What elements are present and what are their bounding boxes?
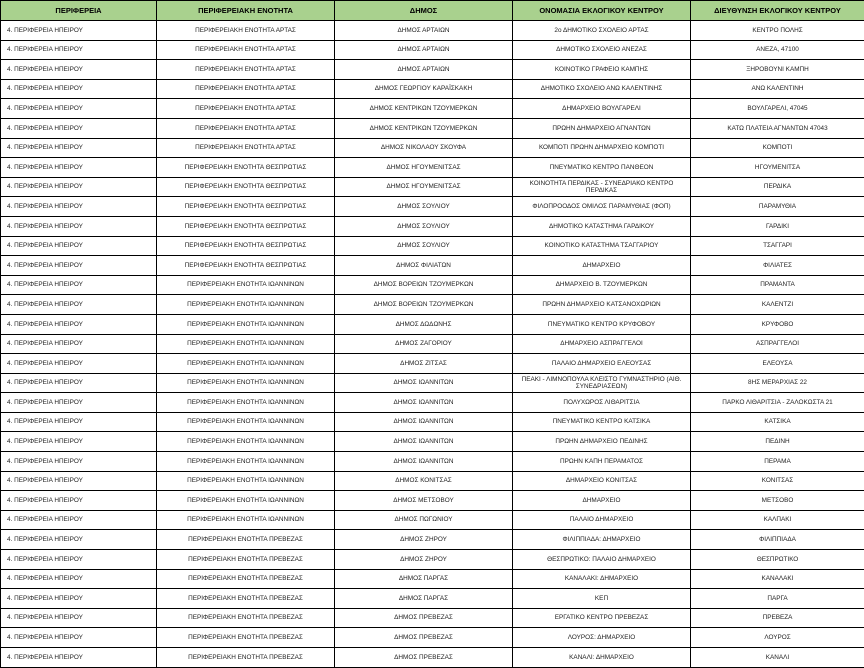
cell-center-name: ΠΡΩΗΝ ΚΑΠΗ ΠΕΡΑΜΑΤΟΣ [513, 452, 691, 472]
cell-center-name: ΛΟΥΡΟΣ: ΔΗΜΑΡΧΕΙΟ [513, 628, 691, 648]
cell-municipality: ΔΗΜΟΣ ΣΟΥΛΙΟΥ [335, 197, 513, 217]
cell-municipality: ΔΗΜΟΣ ΝΙΚΟΛΑΟΥ ΣΚΟΥΦΑ [335, 138, 513, 158]
cell-municipality: ΔΗΜΟΣ ΖΙΤΣΑΣ [335, 354, 513, 374]
cell-municipality: ΔΗΜΟΣ ΚΕΝΤΡΙΚΩΝ ΤΖΟΥΜΕΡΚΩΝ [335, 118, 513, 138]
cell-center-address: ΤΣΑΓΓΑΡΙ [691, 236, 864, 256]
cell-center-name: 2ο ΔΗΜΟΤΙΚΟ ΣΧΟΛΕΙΟ ΑΡΤΑΣ [513, 21, 691, 41]
cell-center-name: ΔΗΜΑΡΧΕΙΟ [513, 256, 691, 276]
cell-center-address: ΚΡΥΦΟΒΟ [691, 314, 864, 334]
table-row [1, 60, 864, 80]
cell-region: 4. ΠΕΡΙΦΕΡΕΙΑ ΗΠΕΙΡΟΥ [1, 589, 157, 609]
header-row [1, 1, 864, 21]
cell-region: 4. ΠΕΡΙΦΕΡΕΙΑ ΗΠΕΙΡΟΥ [1, 393, 157, 413]
cell-municipality: ΔΗΜΟΣ ΑΡΤΑΙΩΝ [335, 60, 513, 80]
cell-center-address: ΚΑΝΑΛΙ [691, 648, 864, 668]
cell-region: 4. ΠΕΡΙΦΕΡΕΙΑ ΗΠΕΙΡΟΥ [1, 471, 157, 491]
cell-center-name: ΔΗΜΑΡΧΕΙΟ ΚΟΝΙΤΣΑΣ [513, 471, 691, 491]
cell-center-address: ΑΝΕΖΑ, 47100 [691, 40, 864, 60]
cell-municipality: ΔΗΜΟΣ ΗΓΟΥΜΕΝΙΤΣΑΣ [335, 158, 513, 178]
cell-municipality: ΔΗΜΟΣ ΑΡΤΑΙΩΝ [335, 21, 513, 41]
cell-regional-unit: ΠΕΡΙΦΕΡΕΙΑΚΗ ΕΝΟΤΗΤΑ ΙΩΑΝΝΙΝΩΝ [157, 373, 335, 393]
cell-regional-unit: ΠΕΡΙΦΕΡΕΙΑΚΗ ΕΝΟΤΗΤΑ ΙΩΑΝΝΙΝΩΝ [157, 295, 335, 315]
cell-center-name: ΔΗΜΑΡΧΕΙΟ Β. ΤΖΟΥΜΕΡΚΩΝ [513, 275, 691, 295]
cell-center-address: ΠΡΑΜΑΝΤΑ [691, 275, 864, 295]
header-region: ΠΕΡΙΦΕΡΕΙΑ [1, 1, 157, 21]
cell-municipality: ΔΗΜΟΣ ΒΟΡΕΙΩΝ ΤΖΟΥΜΕΡΚΩΝ [335, 275, 513, 295]
table-row [1, 373, 864, 393]
cell-center-name: ΦΙΛΙΠΠΙΑΔΑ: ΔΗΜΑΡΧΕΙΟ [513, 530, 691, 550]
cell-center-address: ΘΕΣΠΡΩΤΙΚΟ [691, 550, 864, 570]
cell-regional-unit: ΠΕΡΙΦΕΡΕΙΑΚΗ ΕΝΟΤΗΤΑ ΠΡΕΒΕΖΑΣ [157, 550, 335, 570]
cell-municipality: ΔΗΜΟΣ ΚΟΝΙΤΣΑΣ [335, 471, 513, 491]
cell-center-name: ΠΑΛΑΙΟ ΔΗΜΑΡΧΕΙΟ ΕΛΕΟΥΣΑΣ [513, 354, 691, 374]
cell-center-name: ΠΡΩΗΝ ΔΗΜΑΡΧΕΙΟ ΚΑΤΣΑΝΟΧΩΡΙΩΝ [513, 295, 691, 315]
cell-center-name: ΕΡΓΑΤΙΚΟ ΚΕΝΤΡΟ ΠΡΕΒΕΖΑΣ [513, 608, 691, 628]
cell-region: 4. ΠΕΡΙΦΕΡΕΙΑ ΗΠΕΙΡΟΥ [1, 21, 157, 41]
cell-municipality: ΔΗΜΟΣ ΣΟΥΛΙΟΥ [335, 216, 513, 236]
table-row [1, 236, 864, 256]
cell-regional-unit: ΠΕΡΙΦΕΡΕΙΑΚΗ ΕΝΟΤΗΤΑ ΙΩΑΝΝΙΝΩΝ [157, 275, 335, 295]
cell-center-name: ΔΗΜΑΡΧΕΙΟ ΒΟΥΛΓΑΡΕΛΙ [513, 99, 691, 119]
cell-center-name: ΠΕΑΚΙ - ΛΙΜΝΟΠΟΥΛΑ ΚΛΕΙΣΤΟ ΓΥΜΝΑΣΤΗΡΙΟ (ΑΙΘ. ΣΥΝΕΔΡΙΑΣΕΩΝ) [513, 373, 691, 393]
cell-center-address: ΚΟΜΠΟΤΙ [691, 138, 864, 158]
cell-region: 4. ΠΕΡΙΦΕΡΕΙΑ ΗΠΕΙΡΟΥ [1, 648, 157, 668]
table-row [1, 158, 864, 178]
cell-regional-unit: ΠΕΡΙΦΕΡΕΙΑΚΗ ΕΝΟΤΗΤΑ ΙΩΑΝΝΙΝΩΝ [157, 432, 335, 452]
table-row [1, 314, 864, 334]
cell-center-address: ΕΛΕΟΥΣΑ [691, 354, 864, 374]
cell-center-name: ΘΕΣΠΡΩΤΙΚΟ: ΠΑΛΑΙΟ ΔΗΜΑΡΧΕΙΟ [513, 550, 691, 570]
cell-center-name: ΚΟΜΠΟΤΙ ΠΡΩΗΝ ΔΗΜΑΡΧΕΙΟ ΚΟΜΠΟΤΙ [513, 138, 691, 158]
cell-region: 4. ΠΕΡΙΦΕΡΕΙΑ ΗΠΕΙΡΟΥ [1, 608, 157, 628]
cell-regional-unit: ΠΕΡΙΦΕΡΕΙΑΚΗ ΕΝΟΤΗΤΑ ΑΡΤΑΣ [157, 79, 335, 99]
cell-regional-unit: ΠΕΡΙΦΕΡΕΙΑΚΗ ΕΝΟΤΗΤΑ ΘΕΣΠΡΩΤΙΑΣ [157, 177, 335, 197]
cell-regional-unit: ΠΕΡΙΦΕΡΕΙΑΚΗ ΕΝΟΤΗΤΑ ΘΕΣΠΡΩΤΙΑΣ [157, 197, 335, 217]
cell-region: 4. ΠΕΡΙΦΕΡΕΙΑ ΗΠΕΙΡΟΥ [1, 510, 157, 530]
cell-center-address: ΚΑΛΕΝΤΖΙ [691, 295, 864, 315]
cell-regional-unit: ΠΕΡΙΦΕΡΕΙΑΚΗ ΕΝΟΤΗΤΑ ΙΩΑΝΝΙΝΩΝ [157, 334, 335, 354]
cell-municipality: ΔΗΜΟΣ ΠΑΡΓΑΣ [335, 569, 513, 589]
cell-center-address: ΒΟΥΛΓΑΡΕΛΙ, 47045 [691, 99, 864, 119]
table-row [1, 510, 864, 530]
cell-regional-unit: ΠΕΡΙΦΕΡΕΙΑΚΗ ΕΝΟΤΗΤΑ ΑΡΤΑΣ [157, 21, 335, 41]
table-row [1, 393, 864, 413]
cell-region: 4. ΠΕΡΙΦΕΡΕΙΑ ΗΠΕΙΡΟΥ [1, 40, 157, 60]
cell-region: 4. ΠΕΡΙΦΕΡΕΙΑ ΗΠΕΙΡΟΥ [1, 79, 157, 99]
cell-center-address: ΠΕΔΙΝΗ [691, 432, 864, 452]
cell-region: 4. ΠΕΡΙΦΕΡΕΙΑ ΗΠΕΙΡΟΥ [1, 275, 157, 295]
cell-center-address: ΚΕΝΤΡΟ ΠΟΛΗΣ [691, 21, 864, 41]
table-row [1, 491, 864, 511]
cell-center-address: ΦΙΛΙΑΤΕΣ [691, 256, 864, 276]
cell-center-address: ΚΑΤΣΙΚΑ [691, 412, 864, 432]
cell-center-address: ΜΕΤΣΟΒΟ [691, 491, 864, 511]
cell-regional-unit: ΠΕΡΙΦΕΡΕΙΑΚΗ ΕΝΟΤΗΤΑ ΠΡΕΒΕΖΑΣ [157, 648, 335, 668]
cell-municipality: ΔΗΜΟΣ ΙΩΑΝΝΙΤΩΝ [335, 393, 513, 413]
cell-regional-unit: ΠΕΡΙΦΕΡΕΙΑΚΗ ΕΝΟΤΗΤΑ ΘΕΣΠΡΩΤΙΑΣ [157, 256, 335, 276]
table-row [1, 628, 864, 648]
cell-regional-unit: ΠΕΡΙΦΕΡΕΙΑΚΗ ΕΝΟΤΗΤΑ ΠΡΕΒΕΖΑΣ [157, 589, 335, 609]
cell-region: 4. ΠΕΡΙΦΕΡΕΙΑ ΗΠΕΙΡΟΥ [1, 452, 157, 472]
cell-region: 4. ΠΕΡΙΦΕΡΕΙΑ ΗΠΕΙΡΟΥ [1, 628, 157, 648]
cell-region: 4. ΠΕΡΙΦΕΡΕΙΑ ΗΠΕΙΡΟΥ [1, 236, 157, 256]
cell-center-name: ΠΡΩΗΝ ΔΗΜΑΡΧΕΙΟ ΑΓΝΑΝΤΩΝ [513, 118, 691, 138]
cell-center-address: ΚΑΝΑΛΑΚΙ [691, 569, 864, 589]
cell-region: 4. ΠΕΡΙΦΕΡΕΙΑ ΗΠΕΙΡΟΥ [1, 216, 157, 236]
cell-municipality: ΔΗΜΟΣ ΙΩΑΝΝΙΤΩΝ [335, 432, 513, 452]
cell-regional-unit: ΠΕΡΙΦΕΡΕΙΑΚΗ ΕΝΟΤΗΤΑ ΑΡΤΑΣ [157, 138, 335, 158]
cell-region: 4. ΠΕΡΙΦΕΡΕΙΑ ΗΠΕΙΡΟΥ [1, 138, 157, 158]
table-row [1, 412, 864, 432]
table-row [1, 138, 864, 158]
cell-regional-unit: ΠΕΡΙΦΕΡΕΙΑΚΗ ΕΝΟΤΗΤΑ ΙΩΑΝΝΙΝΩΝ [157, 471, 335, 491]
cell-center-address: ΠΑΡΑΜΥΘΙΑ [691, 197, 864, 217]
table-row [1, 177, 864, 197]
cell-municipality: ΔΗΜΟΣ ΓΕΩΡΓΙΟΥ ΚΑΡΑΪΣΚΑΚΗ [335, 79, 513, 99]
table-row [1, 530, 864, 550]
cell-center-name: ΚΕΠ [513, 589, 691, 609]
cell-municipality: ΔΗΜΟΣ ΖΗΡΟΥ [335, 530, 513, 550]
cell-regional-unit: ΠΕΡΙΦΕΡΕΙΑΚΗ ΕΝΟΤΗΤΑ ΙΩΑΝΝΙΝΩΝ [157, 393, 335, 413]
cell-regional-unit: ΠΕΡΙΦΕΡΕΙΑΚΗ ΕΝΟΤΗΤΑ ΙΩΑΝΝΙΝΩΝ [157, 452, 335, 472]
cell-regional-unit: ΠΕΡΙΦΕΡΕΙΑΚΗ ΕΝΟΤΗΤΑ ΘΕΣΠΡΩΤΙΑΣ [157, 216, 335, 236]
table-row [1, 275, 864, 295]
cell-regional-unit: ΠΕΡΙΦΕΡΕΙΑΚΗ ΕΝΟΤΗΤΑ ΑΡΤΑΣ [157, 40, 335, 60]
cell-center-address: ΠΑΡΓΑ [691, 589, 864, 609]
table-row [1, 216, 864, 236]
cell-regional-unit: ΠΕΡΙΦΕΡΕΙΑΚΗ ΕΝΟΤΗΤΑ ΙΩΑΝΝΙΝΩΝ [157, 491, 335, 511]
cell-region: 4. ΠΕΡΙΦΕΡΕΙΑ ΗΠΕΙΡΟΥ [1, 412, 157, 432]
table-header [1, 1, 864, 21]
table-row [1, 295, 864, 315]
cell-center-address: ΞΗΡΟΒΟΥΝΙ ΚΑΜΠΗ [691, 60, 864, 80]
cell-region: 4. ΠΕΡΙΦΕΡΕΙΑ ΗΠΕΙΡΟΥ [1, 60, 157, 80]
table-row [1, 354, 864, 374]
table-body [1, 21, 864, 668]
cell-center-address: ΓΑΡΔΙΚΙ [691, 216, 864, 236]
cell-region: 4. ΠΕΡΙΦΕΡΕΙΑ ΗΠΕΙΡΟΥ [1, 354, 157, 374]
cell-center-name: ΔΗΜΟΤΙΚΟ ΣΧΟΛΕΙΟ ΑΝΕΖΑΣ [513, 40, 691, 60]
cell-center-name: ΔΗΜΟΤΙΚΟ ΣΧΟΛΕΙΟ ΑΝΩ ΚΑΛΕΝΤΙΝΗΣ [513, 79, 691, 99]
cell-center-name: ΔΗΜΑΡΧΕΙΟ [513, 491, 691, 511]
table-row [1, 256, 864, 276]
cell-region: 4. ΠΕΡΙΦΕΡΕΙΑ ΗΠΕΙΡΟΥ [1, 432, 157, 452]
cell-region: 4. ΠΕΡΙΦΕΡΕΙΑ ΗΠΕΙΡΟΥ [1, 373, 157, 393]
cell-regional-unit: ΠΕΡΙΦΕΡΕΙΑΚΗ ΕΝΟΤΗΤΑ ΠΡΕΒΕΖΑΣ [157, 530, 335, 550]
cell-center-name: ΠΝΕΥΜΑΤΙΚΟ ΚΕΝΤΡΟ ΠΑΝΘΕΟΝ [513, 158, 691, 178]
cell-center-name: ΚΟΙΝΟΤΙΚΟ ΚΑΤΑΣΤΗΜΑ ΤΣΑΓΓΑΡΙΟΥ [513, 236, 691, 256]
cell-center-name: ΔΗΜΑΡΧΕΙΟ ΑΣΠΡΑΓΓΕΛΟΙ [513, 334, 691, 354]
cell-regional-unit: ΠΕΡΙΦΕΡΕΙΑΚΗ ΕΝΟΤΗΤΑ ΠΡΕΒΕΖΑΣ [157, 628, 335, 648]
cell-municipality: ΔΗΜΟΣ ΜΕΤΣΟΒΟΥ [335, 491, 513, 511]
cell-regional-unit: ΠΕΡΙΦΕΡΕΙΑΚΗ ΕΝΟΤΗΤΑ ΑΡΤΑΣ [157, 99, 335, 119]
cell-center-address: ΑΝΩ ΚΑΛΕΝΤΙΝΗ [691, 79, 864, 99]
cell-center-address: ΠΕΡΔΙΚΑ [691, 177, 864, 197]
cell-region: 4. ΠΕΡΙΦΕΡΕΙΑ ΗΠΕΙΡΟΥ [1, 569, 157, 589]
cell-municipality: ΔΗΜΟΣ ΠΡΕΒΕΖΑΣ [335, 608, 513, 628]
cell-center-name: ΚΑΝΑΛΑΚΙ: ΔΗΜΑΡΧΕΙΟ [513, 569, 691, 589]
table-row [1, 648, 864, 668]
cell-municipality: ΔΗΜΟΣ ΑΡΤΑΙΩΝ [335, 40, 513, 60]
cell-region: 4. ΠΕΡΙΦΕΡΕΙΑ ΗΠΕΙΡΟΥ [1, 491, 157, 511]
cell-center-address: ΚΑΛΠΑΚΙ [691, 510, 864, 530]
cell-regional-unit: ΠΕΡΙΦΕΡΕΙΑΚΗ ΕΝΟΤΗΤΑ ΑΡΤΑΣ [157, 118, 335, 138]
table-row [1, 550, 864, 570]
cell-center-name: ΚΟΙΝΟΤΙΚΟ ΓΡΑΦΕΙΟ ΚΑΜΠΗΣ [513, 60, 691, 80]
cell-regional-unit: ΠΕΡΙΦΕΡΕΙΑΚΗ ΕΝΟΤΗΤΑ ΠΡΕΒΕΖΑΣ [157, 608, 335, 628]
cell-center-address: ΚΑΤΩ ΠΛΑΤΕΙΑ ΑΓΝΑΝΤΩΝ 47043 [691, 118, 864, 138]
table-row [1, 432, 864, 452]
cell-center-address: ΠΑΡΚΟ ΛΙΘΑΡΙΤΣΙΑ - ΖΑΛΟΚΩΣΤΑ 21 [691, 393, 864, 413]
cell-center-name: ΠΝΕΥΜΑΤΙΚΟ ΚΕΝΤΡΟ ΚΡΥΦΟΒΟΥ [513, 314, 691, 334]
table-row [1, 40, 864, 60]
cell-region: 4. ΠΕΡΙΦΕΡΕΙΑ ΗΠΕΙΡΟΥ [1, 197, 157, 217]
cell-municipality: ΔΗΜΟΣ ΙΩΑΝΝΙΤΩΝ [335, 412, 513, 432]
cell-municipality: ΔΗΜΟΣ ΚΕΝΤΡΙΚΩΝ ΤΖΟΥΜΕΡΚΩΝ [335, 99, 513, 119]
cell-region: 4. ΠΕΡΙΦΕΡΕΙΑ ΗΠΕΙΡΟΥ [1, 295, 157, 315]
cell-region: 4. ΠΕΡΙΦΕΡΕΙΑ ΗΠΕΙΡΟΥ [1, 118, 157, 138]
cell-municipality: ΔΗΜΟΣ ΠΡΕΒΕΖΑΣ [335, 628, 513, 648]
cell-region: 4. ΠΕΡΙΦΕΡΕΙΑ ΗΠΕΙΡΟΥ [1, 177, 157, 197]
table-row [1, 79, 864, 99]
cell-center-name: ΚΟΙΝΟΤΗΤΑ ΠΕΡΔΙΚΑΣ - ΣΥΝΕΔΡΙΑΚΟ ΚΕΝΤΡΟ ΠΕΡΔΙΚΑΣ [513, 177, 691, 197]
cell-regional-unit: ΠΕΡΙΦΕΡΕΙΑΚΗ ΕΝΟΤΗΤΑ ΙΩΑΝΝΙΝΩΝ [157, 354, 335, 374]
cell-municipality: ΔΗΜΟΣ ΠΡΕΒΕΖΑΣ [335, 648, 513, 668]
table-row [1, 334, 864, 354]
cell-municipality: ΔΗΜΟΣ ΣΟΥΛΙΟΥ [335, 236, 513, 256]
cell-regional-unit: ΠΕΡΙΦΕΡΕΙΑΚΗ ΕΝΟΤΗΤΑ ΑΡΤΑΣ [157, 60, 335, 80]
cell-municipality: ΔΗΜΟΣ ΒΟΡΕΙΩΝ ΤΖΟΥΜΕΡΚΩΝ [335, 295, 513, 315]
cell-center-address: ΛΟΥΡΟΣ [691, 628, 864, 648]
cell-municipality: ΔΗΜΟΣ ΗΓΟΥΜΕΝΙΤΣΑΣ [335, 177, 513, 197]
cell-center-address: ΦΙΛΙΠΠΙΑΔΑ [691, 530, 864, 550]
cell-municipality: ΔΗΜΟΣ ΦΙΛΙΑΤΩΝ [335, 256, 513, 276]
cell-municipality: ΔΗΜΟΣ ΙΩΑΝΝΙΤΩΝ [335, 452, 513, 472]
cell-center-address: 8ΗΣ ΜΕΡΑΡΧΙΑΣ 22 [691, 373, 864, 393]
cell-regional-unit: ΠΕΡΙΦΕΡΕΙΑΚΗ ΕΝΟΤΗΤΑ ΙΩΑΝΝΙΝΩΝ [157, 314, 335, 334]
cell-regional-unit: ΠΕΡΙΦΕΡΕΙΑΚΗ ΕΝΟΤΗΤΑ ΘΕΣΠΡΩΤΙΑΣ [157, 158, 335, 178]
cell-center-address: ΠΕΡΑΜΑ [691, 452, 864, 472]
cell-center-name: ΠΟΛΥΧΩΡΟΣ ΛΙΘΑΡΙΤΣΙΑ [513, 393, 691, 413]
header-center-address: ΔΙΕΥΘΥΝΣΗ ΕΚΛΟΓΙΚΟΥ ΚΕΝΤΡΟΥ [691, 1, 864, 21]
cell-municipality: ΔΗΜΟΣ ΠΑΡΓΑΣ [335, 589, 513, 609]
cell-region: 4. ΠΕΡΙΦΕΡΕΙΑ ΗΠΕΙΡΟΥ [1, 314, 157, 334]
cell-regional-unit: ΠΕΡΙΦΕΡΕΙΑΚΗ ΕΝΟΤΗΤΑ ΙΩΑΝΝΙΝΩΝ [157, 510, 335, 530]
cell-center-name: ΠΑΛΑΙΟ ΔΗΜΑΡΧΕΙΟ [513, 510, 691, 530]
table-row [1, 197, 864, 217]
cell-region: 4. ΠΕΡΙΦΕΡΕΙΑ ΗΠΕΙΡΟΥ [1, 530, 157, 550]
cell-region: 4. ΠΕΡΙΦΕΡΕΙΑ ΗΠΕΙΡΟΥ [1, 256, 157, 276]
cell-center-name: ΔΗΜΟΤΙΚΟ ΚΑΤΑΣΤΗΜΑ ΓΑΡΔΙΚΟΥ [513, 216, 691, 236]
table-row [1, 608, 864, 628]
table-row [1, 471, 864, 491]
cell-center-name: ΠΝΕΥΜΑΤΙΚΟ ΚΕΝΤΡΟ ΚΑΤΣΙΚΑ [513, 412, 691, 432]
cell-region: 4. ΠΕΡΙΦΕΡΕΙΑ ΗΠΕΙΡΟΥ [1, 158, 157, 178]
cell-center-address: ΗΓΟΥΜΕΝΙΤΣΑ [691, 158, 864, 178]
table-row [1, 99, 864, 119]
header-regional-unit: ΠΕΡΙΦΕΡΕΙΑΚΗ ΕΝΟΤΗΤΑ [157, 1, 335, 21]
table-row [1, 589, 864, 609]
table-row [1, 569, 864, 589]
cell-municipality: ΔΗΜΟΣ ΖΗΡΟΥ [335, 550, 513, 570]
header-center-name: ΟΝΟΜΑΣΙΑ ΕΚΛΟΓΙΚΟΥ ΚΕΝΤΡΟΥ [513, 1, 691, 21]
cell-center-address: ΑΣΠΡΑΓΓΕΛΟΙ [691, 334, 864, 354]
table-row [1, 452, 864, 472]
cell-center-address: ΠΡΕΒΕΖΑ [691, 608, 864, 628]
cell-region: 4. ΠΕΡΙΦΕΡΕΙΑ ΗΠΕΙΡΟΥ [1, 550, 157, 570]
cell-regional-unit: ΠΕΡΙΦΕΡΕΙΑΚΗ ΕΝΟΤΗΤΑ ΙΩΑΝΝΙΝΩΝ [157, 412, 335, 432]
table-row [1, 118, 864, 138]
cell-municipality: ΔΗΜΟΣ ΔΩΔΩΝΗΣ [335, 314, 513, 334]
table-row [1, 21, 864, 41]
cell-regional-unit: ΠΕΡΙΦΕΡΕΙΑΚΗ ΕΝΟΤΗΤΑ ΠΡΕΒΕΖΑΣ [157, 569, 335, 589]
header-municipality: ΔΗΜΟΣ [335, 1, 513, 21]
cell-municipality: ΔΗΜΟΣ ΙΩΑΝΝΙΤΩΝ [335, 373, 513, 393]
cell-region: 4. ΠΕΡΙΦΕΡΕΙΑ ΗΠΕΙΡΟΥ [1, 99, 157, 119]
cell-center-name: ΦΙΛΟΠΡΟΟΔΟΣ ΟΜΙΛΟΣ ΠΑΡΑΜΥΘΙΑΣ (ΦΟΠ) [513, 197, 691, 217]
cell-center-name: ΚΑΝΑΛΙ: ΔΗΜΑΡΧΕΙΟ [513, 648, 691, 668]
cell-municipality: ΔΗΜΟΣ ΖΑΓΟΡΙΟΥ [335, 334, 513, 354]
cell-municipality: ΔΗΜΟΣ ΠΩΓΩΝΙΟΥ [335, 510, 513, 530]
cell-region: 4. ΠΕΡΙΦΕΡΕΙΑ ΗΠΕΙΡΟΥ [1, 334, 157, 354]
cell-regional-unit: ΠΕΡΙΦΕΡΕΙΑΚΗ ΕΝΟΤΗΤΑ ΘΕΣΠΡΩΤΙΑΣ [157, 236, 335, 256]
cell-center-address: ΚΟΝΙΤΣΑΣ [691, 471, 864, 491]
cell-center-name: ΠΡΩΗΝ ΔΗΜΑΡΧΕΙΟ ΠΕΔΙΝΗΣ [513, 432, 691, 452]
